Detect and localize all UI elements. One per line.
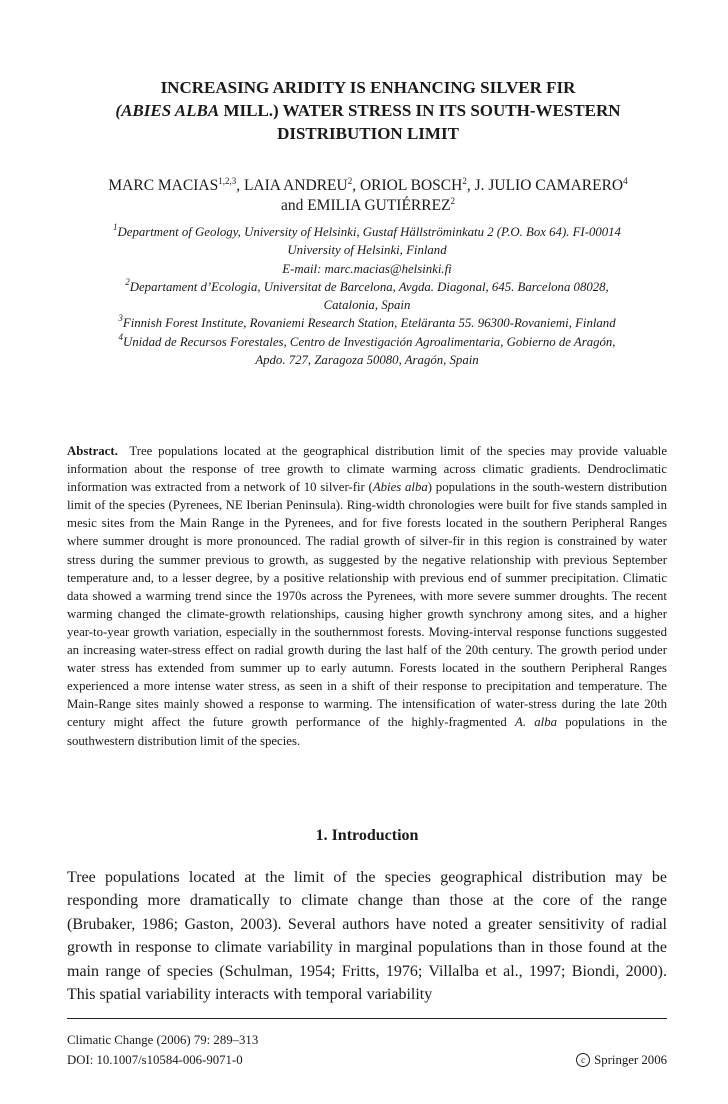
author-affiliation-mark: 2 xyxy=(347,176,353,186)
affiliation-4-line-2: Apdo. 727, Zaragoza 50080, Aragón, Spain xyxy=(255,353,479,368)
affiliation-text: Departament d’Ecologia, Universitat de Barcelona, Avgda. Diagonal, 645. Barcelona 08028, xyxy=(129,279,609,294)
affiliation-mark: 2 xyxy=(125,276,130,287)
author-line-1 xyxy=(70,176,666,196)
title-line-3: DISTRIBUTION LIMIT xyxy=(277,124,459,143)
abstract-text: Tree populations located at the geographical distribution limit of the species may provide valuable information about the response of tree growth to climate warming across climatic gradients. Dendroclimatic information was extracted from a network of 10 silver-fir ( xyxy=(67,444,667,495)
author-affiliation-mark: 2 xyxy=(462,176,467,186)
author-name: , J. JULIO CAMARERO xyxy=(466,177,624,194)
author-name: MARC MACIAS xyxy=(108,177,219,194)
title-line-2-rest: MILL.) WATER STRESS IN ITS SOUTH-WESTERN xyxy=(219,101,621,120)
affiliation-2 xyxy=(67,278,667,296)
author-name: , ORIOL BOSCH xyxy=(352,177,463,194)
abstract-text: ) populations in the south-western distribution limit of the species (Pyrenees, NE Iberian Peninsula). Ring-width chronologies were built for five stands sampled in mesic sites from the Main Range in the Pyrenees, and for five forests located in the southern Peripheral Ranges where summer drought is more pronounced. The radial growth of silver-fir in this region is constrained by water stress during the summer previous to growth, as suggested by the negative relationship with previous September temperature and, to a lesser degree, by a positive relationship with previous end of summer precipitation. Climatic data showed a warming trend since the 1970s across the Pyrenees, with more severe summer droughts. The recent warming changed the climate-growth relationships, causing higher growth synchrony among sites, and a higher year-to-year growth variation, especially in the southernmost forests. Moving-interval response functions suggested an increasing water-stress effect on radial growth during the last half of the 20th century. The growth period under water stress has extended from summer up to early autumn. Forests located in the southern Peripheral Ranges experienced a more intense water stress, as seen in a shift of their response to precipitation and temperature. The Main-Range sites mainly showed a response to warming. The intensification of water-stress during the late 20th century might affect the future growth performance of the highly-fragmented xyxy=(67,480,667,730)
copyright xyxy=(576,1051,667,1071)
affiliation-text: Finnish Forest Institute, Rovaniemi Research Station, Eteläranta 55. 96300-Rovaniemi, Finland xyxy=(122,316,616,331)
affiliation-text: Unidad de Recursos Forestales, Centro de Investigación Agroalimentaria, Gobierno de Aragón, xyxy=(122,334,616,349)
affiliation-2-line-2: Catalonia, Spain xyxy=(323,298,411,313)
author-affiliation-mark: 2 xyxy=(450,196,456,206)
section-heading-introduction: 1. Introduction xyxy=(315,827,419,844)
affiliation-4 xyxy=(67,333,667,351)
title-species-italic: (ABIES ALBA xyxy=(115,101,220,120)
page-footer xyxy=(67,1031,667,1070)
doi: DOI: 10.1007/s10584-006-9071-0 xyxy=(67,1052,243,1067)
footer-row-journal xyxy=(67,1031,667,1051)
title-line-1: INCREASING ARIDITY IS ENHANCING SILVER FIR xyxy=(160,78,576,97)
abstract xyxy=(67,442,667,750)
author-line-2 xyxy=(70,196,666,216)
paper-title xyxy=(70,76,666,145)
introduction-paragraph: Tree populations located at the limit of the species geographical distribution may be responding more dramatically to climate change than those at the core of the range (Brubaker, 1986; Gaston, 2003). Several authors have noted a greater sensitivity of radial growth in response to climate variability in marginal populations than in those found at the main range of species (Schulman, 1954; Fritts, 1976; Villalba et al., 1997; Biondi, 2000). This spatial variability interacts with temporal variability xyxy=(67,869,667,1004)
affiliation-list xyxy=(67,223,667,369)
copyright-icon: c xyxy=(576,1053,590,1067)
affiliation-mark: 4 xyxy=(118,331,123,342)
affiliation-mark: 3 xyxy=(118,313,123,324)
contact-email: E-mail: marc.macias@helsinki.fi xyxy=(282,261,452,276)
abstract-species-italic: Abies alba xyxy=(372,480,428,495)
footer-divider xyxy=(67,1018,667,1019)
affiliation-1-line-2: University of Helsinki, Finland xyxy=(287,243,447,258)
author-affiliation-mark: 4 xyxy=(623,176,628,186)
abstract-text: populations in the southwestern distribution limit of the species. xyxy=(67,715,668,748)
author-name: , LAIA ANDREU xyxy=(236,177,348,194)
author-name: and EMILIA GUTIÉRREZ xyxy=(280,197,451,214)
affiliation-text: Department of Geology, University of Helsinki, Gustaf Hällströminkatu 2 (P.O. Box 64). FI-00014 xyxy=(117,225,621,239)
author-list xyxy=(70,176,666,216)
affiliation-3 xyxy=(67,314,667,332)
abstract-species-italic: A. alba xyxy=(515,715,558,730)
affiliation-1 xyxy=(67,223,667,241)
journal-citation: Climatic Change (2006) 79: 289–313 xyxy=(67,1033,259,1047)
abstract-label: Abstract. xyxy=(67,444,118,458)
author-affiliation-mark: 1,2,3 xyxy=(218,176,237,186)
publisher: Springer 2006 xyxy=(594,1052,667,1067)
title-line-2 xyxy=(70,99,666,122)
affiliation-mark: 1 xyxy=(113,222,118,232)
footer-row-doi xyxy=(67,1051,667,1071)
